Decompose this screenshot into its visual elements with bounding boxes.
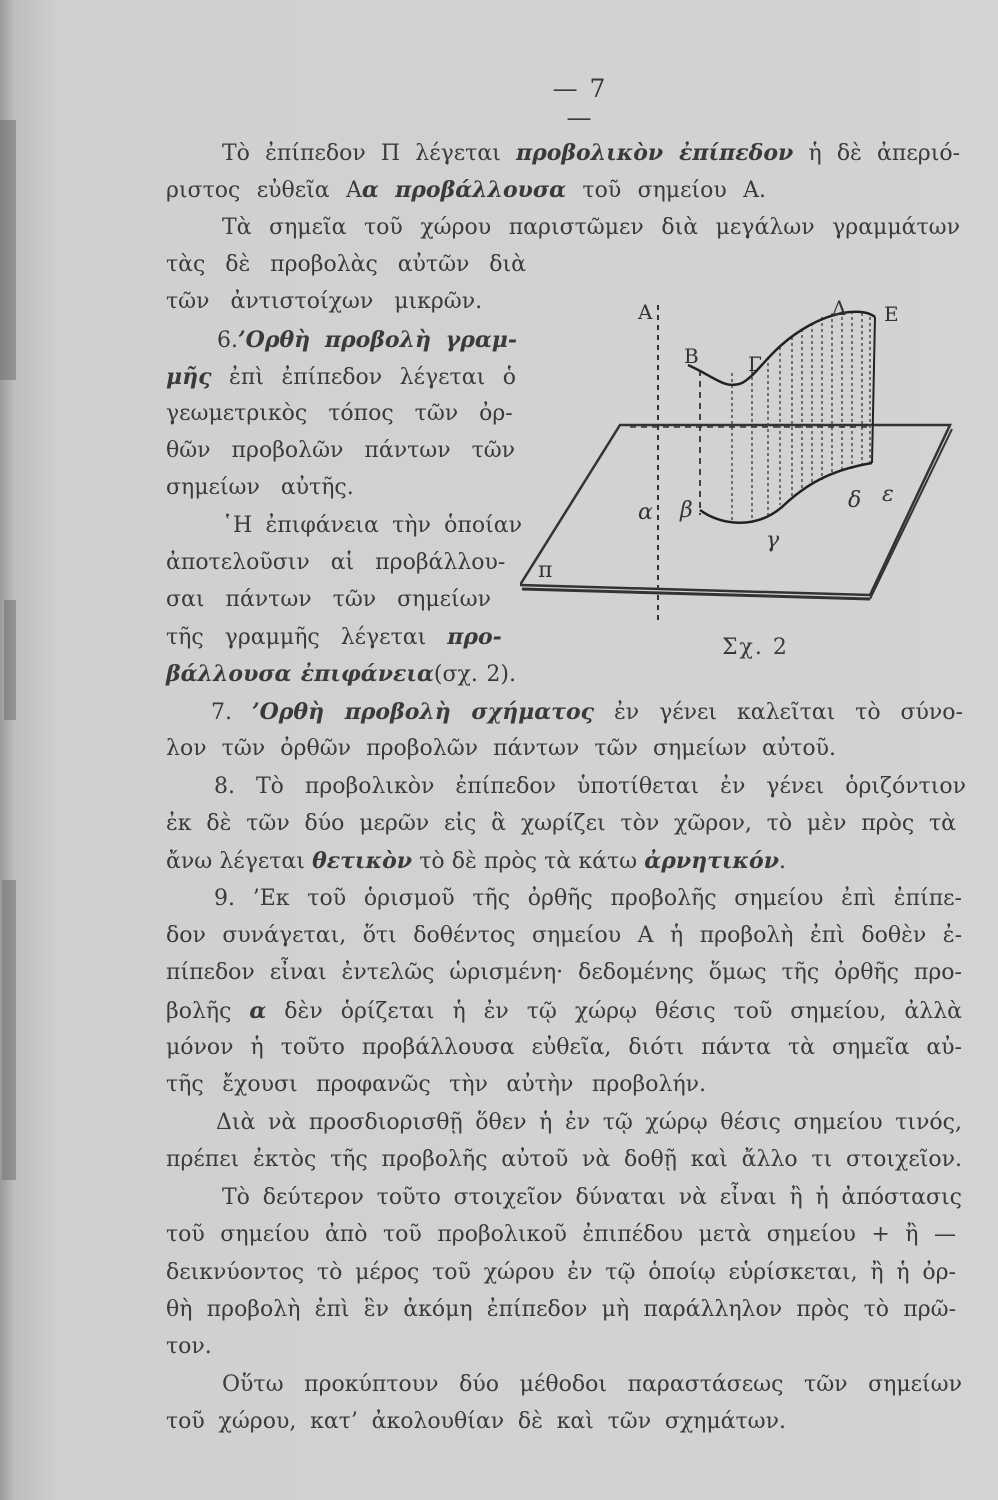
text-run: τὸ δὲ πρὸς τὰ κάτω (412, 849, 645, 874)
text-line (166, 250, 526, 280)
label-g: γ (766, 528, 780, 553)
text-run: λον τῶν ὀρθῶν προβολῶν πάντων τῶν σημείων αὐτοῦ. (166, 736, 836, 761)
text-line (166, 585, 491, 615)
text-run: Τὸ ἐπίπεδον Π λέγεται (222, 141, 516, 166)
text-line (214, 884, 962, 914)
text-run: ριστος εὐθεῖα Α (166, 178, 362, 203)
text-run: γεωμετρικὸς τόπος τῶν ὀρ- (166, 401, 513, 426)
text-line (216, 1108, 962, 1138)
text-run: Τὸ δεύτερον τοῦτο στοιχεῖον δύναται νὰ εἶναι ἢ ἡ ἀπόστασις (222, 1185, 962, 1210)
text-run: Διὰ νὰ προσδιορισθῇ ὅθεν ἡ ἐν τῷ χώρῳ θέσις σημείου τινός, (216, 1110, 962, 1135)
spine-shadow (4, 600, 16, 720)
text-line (222, 138, 960, 169)
surface-right-edge (872, 317, 875, 463)
text-run: 9. ’Εκ τοῦ ὁρισμοῦ τῆς ὀρθῆς προβολῆς σημείου ἐπὶ ἐπίπε- (214, 886, 962, 911)
text-run: τῆς γραμμῆς λέγεται (166, 625, 448, 650)
text-run: πίπεδον εἶναι ἐντελῶς ὡρισμένη· δεδομένης ὅμως τῆς ὀρθῆς προ- (166, 960, 962, 985)
text-run: . (778, 849, 786, 874)
text-run: δὲν ὁρίζεται ἡ ἐν τῷ χώρῳ θέσις τοῦ σημείου, ἀλλὰ (266, 999, 962, 1024)
label-A: Α (638, 300, 653, 324)
label-e: ε (882, 482, 894, 507)
label-E: Ε (884, 302, 899, 326)
emphasis-term: προ- (447, 624, 502, 650)
text-line (166, 921, 962, 951)
text-line (217, 325, 517, 356)
text-run: 6. (217, 328, 238, 353)
spine-shadow (2, 880, 16, 1180)
label-a: α (638, 500, 653, 525)
text-run: τοῦ σημείου Α. (566, 178, 766, 203)
text-run: Τὰ σημεῖα τοῦ χώρου παριστῶμεν διὰ μεγάλων γραμμάτων (222, 215, 960, 240)
page-number: — 7 — (552, 74, 608, 132)
text-line (166, 1220, 956, 1250)
text-run: Οὕτω προκύπτουν δύο μέθοδοι παραστάσεως τῶν σημείων (222, 1372, 962, 1397)
emphasis-term: προβολικὸν ἐπίπεδον (516, 140, 794, 166)
text-run: ἄνω λέγεται (166, 849, 313, 874)
text-line (166, 473, 354, 503)
text-line (166, 399, 513, 429)
text-line (166, 1145, 962, 1175)
emphasis-term: ἀρνητικόν (644, 848, 779, 874)
emphasis-term: βάλλουσα ἐπιφάνεια (166, 661, 434, 687)
text-line (166, 1295, 956, 1325)
emphasis-term: θετικὸν (312, 848, 413, 874)
text-line (166, 1407, 786, 1437)
text-run: 7. (211, 700, 252, 725)
text-line (222, 213, 960, 243)
text-line (166, 1258, 956, 1288)
text-line (166, 846, 786, 877)
text-run: τὰς δὲ προβολὰς αὐτῶν διὰ (166, 252, 526, 277)
text-run: δον συνάγεται, ὅτι δοθέντος σημείου Α ἡ προβολὴ ἐπὶ δοθὲν ἐ- (166, 923, 962, 948)
label-G: Γ (748, 352, 762, 376)
emphasis-term: α (361, 177, 379, 203)
text-line (166, 958, 962, 988)
text-run: τοῦ χώρου, κατ’ ἀκολουθίαν δὲ καὶ τῶν σχημάτων. (166, 1409, 786, 1434)
text-line (166, 436, 515, 466)
text-run: τῆς ἔχουσι προφανῶς τὴν αὐτὴν προβολήν. (166, 1072, 706, 1097)
text-run: ἡ δὲ ἀπεριό- (793, 141, 961, 166)
text-run: ἀποτελοῦσιν αἱ προβάλλου- (166, 550, 506, 575)
text-line (214, 772, 966, 802)
label-B: Β (684, 344, 699, 368)
emphasis-term: ’Ορθὴ προβολὴ σχήματος (251, 699, 595, 725)
text-line (166, 548, 505, 578)
text-run: τον. (166, 1334, 212, 1359)
spine-shadow (0, 120, 16, 380)
text-line (166, 1332, 212, 1362)
text-run: (σχ. 2). (433, 662, 516, 687)
projection-curve (700, 463, 872, 523)
emphasis-term: ’Ορθὴ προβολὴ γραμ- (238, 327, 517, 353)
text-run: θὴ προβολὴ ἐπὶ ἓν ἀκόμη ἐπίπεδον μὴ παράλληλον πρὸς τὸ πρῶ- (166, 1297, 956, 1322)
text-line (166, 1070, 706, 1100)
text-run (379, 178, 395, 203)
text-run: 8. Τὸ προβολικὸν ἐπίπεδον ὑποτίθεται ἐν γένει ὁριζόντιον (214, 774, 966, 799)
text-line (222, 1370, 962, 1400)
text-run: τῶν ἀντιστοίχων μικρῶν. (166, 289, 483, 314)
text-line (166, 996, 962, 1027)
plane-shadow-edge (870, 429, 952, 599)
text-line (222, 1183, 962, 1213)
text-run: σαι πάντων τῶν σημείων (166, 587, 491, 612)
text-line (166, 622, 502, 653)
text-run: μόνον ἡ τοῦτο προβάλλουσα εὐθεῖα, διότι πάντα τὰ σημεῖα αὐ- (166, 1035, 962, 1060)
text-line (166, 734, 836, 764)
text-line (166, 659, 516, 690)
text-run: ἐν γένει καλεῖται τὸ σύνο- (594, 700, 963, 725)
text-run: σημείων αὐτῆς. (166, 475, 354, 500)
text-run: ἐκ δὲ τῶν δύο μερῶν εἰς ἃ χωρίζει τὸν χῶρον, τὸ μὲν πρὸς τὰ (166, 811, 956, 836)
figure-caption: Σχ. 2 (722, 635, 789, 660)
text-run: βολῆς (166, 999, 250, 1024)
text-line (166, 287, 482, 317)
text-line (166, 1033, 962, 1063)
text-run: ῾Η ἐπιφάνεια τὴν ὁποίαν (222, 513, 522, 538)
text-line (211, 697, 963, 728)
text-run: δεικνύοντος τὸ μέρος τοῦ χώρου ἐν τῷ ὁποίῳ εὑρίσκεται, ἢ ἡ ὀρ- (166, 1260, 956, 1285)
emphasis-term: α (249, 998, 267, 1024)
label-P: π (538, 558, 553, 583)
label-d: δ (848, 488, 862, 513)
text-line (166, 362, 516, 393)
figure-projection-surface (520, 285, 960, 685)
text-run: τοῦ σημείου ἀπὸ τοῦ προβολικοῦ ἐπιπέδου μετὰ σημείου + ἢ — (166, 1222, 956, 1247)
emphasis-term: μῆς (166, 364, 212, 390)
text-line (222, 511, 522, 541)
text-line (166, 809, 956, 839)
text-run: θῶν προβολῶν πάντων τῶν (166, 438, 516, 463)
text-run: πρέπει ἐκτὸς τῆς προβολῆς αὐτοῦ νὰ δοθῇ καὶ ἄλλο τι στοιχεῖον. (166, 1147, 962, 1172)
figure-drawing (520, 285, 960, 685)
text-line (166, 175, 766, 206)
label-D: Δ (832, 296, 847, 320)
emphasis-term: προβάλλουσα (395, 177, 567, 203)
space-curve (688, 312, 875, 385)
projection-plane (520, 425, 950, 595)
label-b: β (680, 498, 693, 523)
text-run: ἐπὶ ἐπίπεδον λέγεται ὁ (211, 365, 516, 390)
